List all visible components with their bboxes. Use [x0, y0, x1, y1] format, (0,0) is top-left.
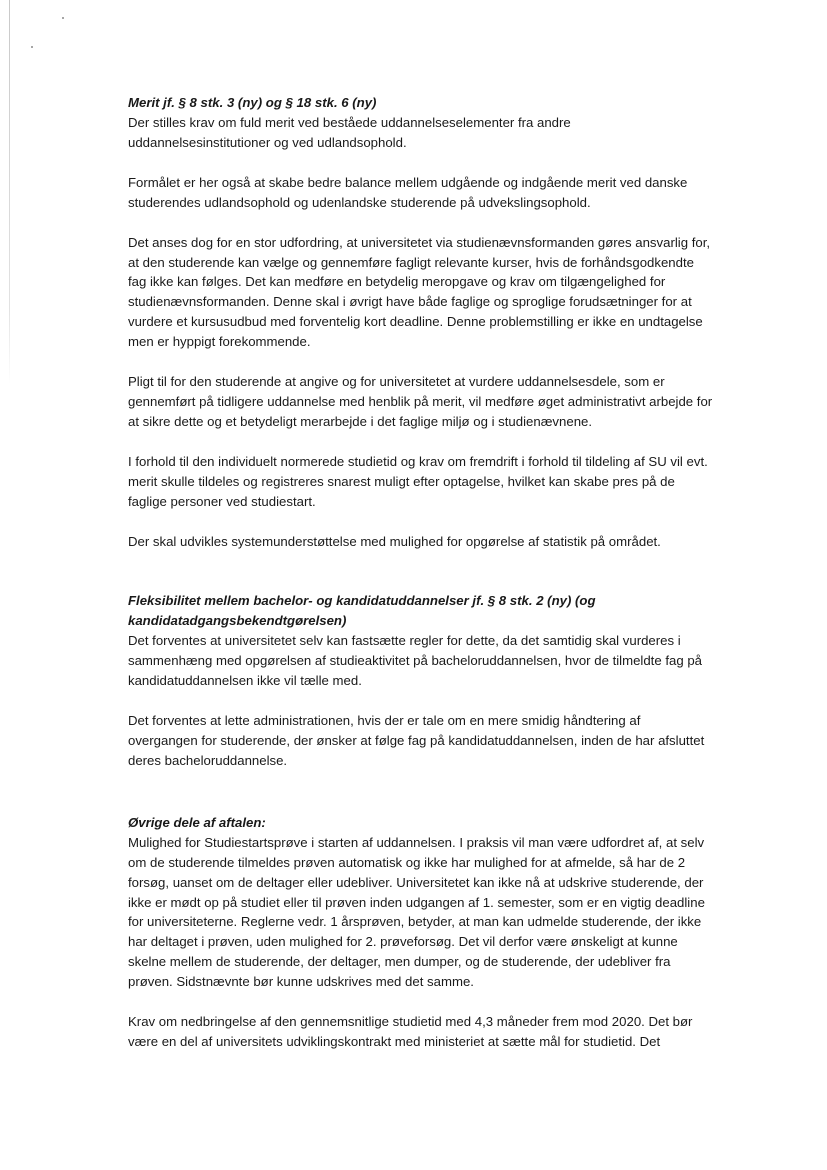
section-heading: Fleksibilitet mellem bachelor- og kandidatuddannelser jf. § 8 stk. 2 (ny) (og kandidatadgangsbekendtgørelsen) — [128, 593, 596, 629]
section-fleksibilitet — [128, 591, 713, 770]
section-heading: Merit jf. § 8 stk. 3 (ny) og § 18 stk. 6 (ny) — [128, 95, 377, 110]
document-page — [128, 93, 713, 1052]
paragraph: Det forventes at universitetet selv kan fastsætte regler for dette, da det samtidig skal vurderes i sammenhæng med opgørelsen af studieaktivitet på bacheloruddannelsen, hvor de tilmeldte fag på kandidatuddannelsen ikke vil tælle med. — [128, 633, 703, 689]
paragraph: Det forventes at lette administrationen, hvis der er tale om en mere smidig håndtering af overgangen for studerende, der ønsker at følge fag på kandidatuddannelsen, inden de har afsluttet deres bacheloruddannelse. — [128, 713, 705, 768]
section-oevrige-dele — [128, 813, 713, 1052]
paragraph: Det anses dog for en stor udfordring, at universitetet via studienævnsformanden gøres ansvarlig for, at den studerende kan vælge og gennemføre fagligt relevante kurser, hvis de forhåndsgodkendte fag ikke kan følges. Det kan medføre en betydelig meropgave og krav om tilgængelighed for studienævnsformanden. Denne skal i øvrigt have både faglige og sproglige forudsætninger for at vurdere et kursusudbud med forventelig kort deadline. Denne problemstilling er ikke en undtagelse men er hyppigt forekommende. — [128, 234, 711, 350]
paragraph: Formålet er her også at skabe bedre balance mellem udgående og indgående merit ved danske studerendes udlandsophold og udenlandske studerende på udvekslingsophold. — [128, 174, 688, 210]
section-merit — [128, 93, 713, 551]
section-heading: Øvrige dele af aftalen: — [128, 814, 266, 830]
paragraph: Der stilles krav om fuld merit ved beståede uddannelseselementer fra andre uddannelsesinstitutioner og ved udlandsophold. — [128, 115, 571, 150]
scan-speck — [62, 17, 64, 19]
paragraph: Pligt til for den studerende at angive og for universitetet at vurdere uddannelsesdele, som er gennemført på tidligere uddannelse med henblik på merit, vil medføre øget administrativt arbejde for at sikre dette og et betydeligt merarbejde i det faglige miljø og i studienævnene. — [128, 374, 713, 429]
paragraph: Der skal udvikles systemunderstøttelse med mulighed for opgørelse af statistik på området. — [128, 533, 661, 549]
paragraph: Krav om nedbringelse af den gennemsnitlige studietid med 4,3 måneder frem mod 2020. Det bør være en del af universitets udviklingskontrakt med ministeriet at sætte mål for studietid. Det — [128, 1014, 693, 1049]
paragraph: Mulighed for Studiestartsprøve i starten af uddannelsen. I praksis vil man være udfordret af, at selv om de studerende tilmeldes prøven automatisk og ikke har mulighed for at afmelde, så har de 2 forsøg, uanset om de deltager eller udebliver. Universitetet kan ikke nå at udskrive studerende, der ikke er mødt op på studiet eller til prøven inden udgangen af 1. semester, som er en vigtig deadline for universiteterne. Reglerne vedr. 1 årsprøven, betyder, at man kan udmelde studerende, der ikke har deltaget i prøven, uden mulighed for 2. prøveforsøg. Det vil derfor være ønskeligt at kunne skelne mellem de studerende, der deltager, men dumper, og de studerende, der udebliver fra prøven. Sidstnævnte bør kunne udskrives med det samme. — [128, 834, 705, 990]
paragraph: I forhold til den individuelt normerede studietid og krav om fremdrift i forhold til tildeling af SU vil evt. merit skulle tildeles og registreres snarest muligt efter optagelse, hvilket kan skabe pres på de faglige personer ved studiestart. — [128, 453, 708, 509]
scan-speck — [31, 46, 33, 48]
scan-edge-shadow — [9, 0, 10, 385]
